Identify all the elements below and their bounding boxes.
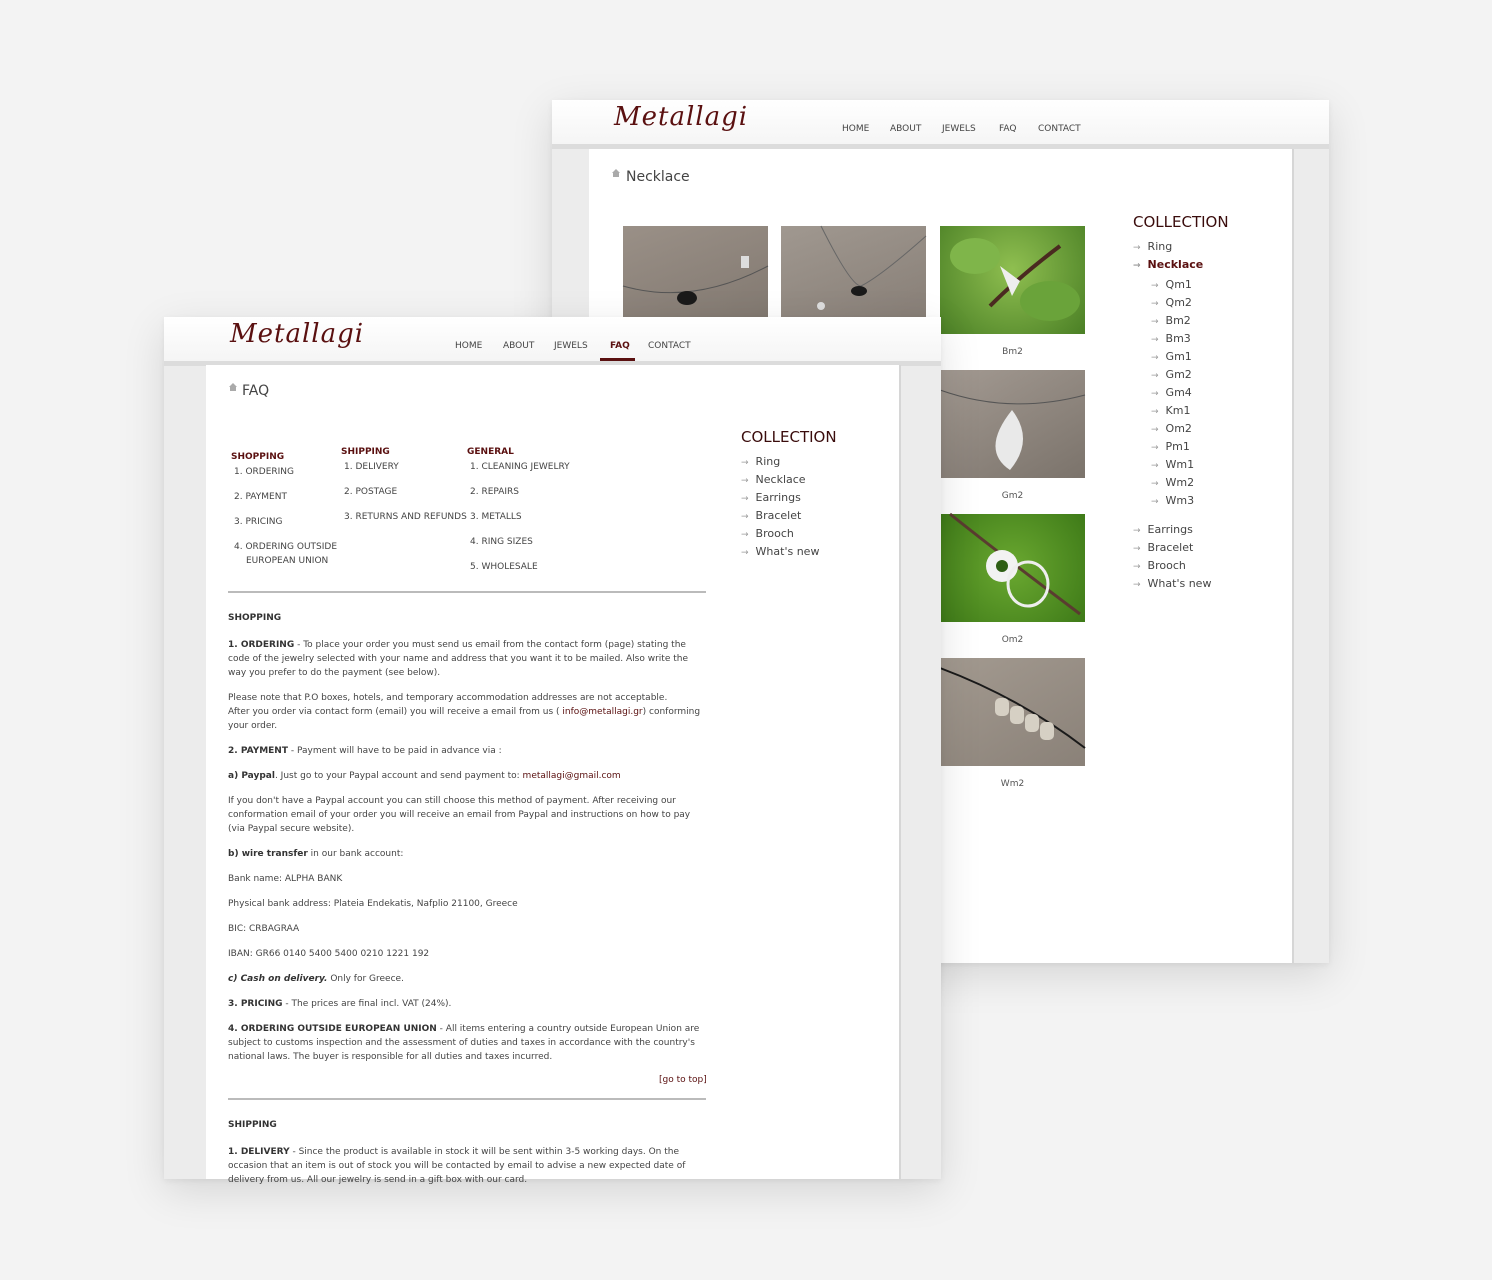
- divider: [228, 591, 706, 593]
- arrow-icon: →: [741, 512, 749, 522]
- arrow-icon: →: [1151, 317, 1159, 327]
- section-title-shopping: SHOPPING: [228, 613, 282, 623]
- faq-link-pricing[interactable]: 3. PRICING: [234, 517, 283, 527]
- faq-col-general-title: GENERAL: [467, 447, 514, 457]
- arrow-icon: →: [1133, 261, 1141, 271]
- nav-home[interactable]: HOME: [842, 124, 870, 134]
- subitem-wm3[interactable]: → Wm3: [1151, 494, 1195, 507]
- subitem-wm2[interactable]: → Wm2: [1151, 476, 1195, 489]
- home-icon[interactable]: [612, 169, 620, 173]
- active-nav-indicator: [600, 358, 635, 361]
- paragraph-payment: 2. PAYMENT - Payment will have to be paid in advance via :: [228, 746, 502, 756]
- nav-contact[interactable]: CONTACT: [648, 341, 691, 351]
- go-to-top-link[interactable]: [go to top]: [659, 1075, 707, 1085]
- subitem-om2[interactable]: → Om2: [1151, 422, 1192, 435]
- arrow-icon: →: [1133, 562, 1141, 572]
- arrow-icon: →: [1151, 353, 1159, 363]
- section-title-shipping: SHIPPING: [228, 1120, 277, 1130]
- arrow-icon: →: [1151, 335, 1159, 345]
- faq-link-ring-sizes[interactable]: 4. RING SIZES: [470, 537, 533, 547]
- necklace-photo: [940, 226, 1085, 334]
- faq-col-shopping-title: SHOPPING: [231, 452, 285, 462]
- subitem-km1[interactable]: → Km1: [1151, 404, 1191, 417]
- faq-link-metalls[interactable]: 3. METALLS: [470, 512, 522, 522]
- collection-item-bracelet[interactable]: → Bracelet: [1133, 541, 1194, 554]
- arrow-icon: →: [741, 476, 749, 486]
- thumb-caption: Gm2: [1001, 491, 1024, 501]
- faq-link-payment[interactable]: 2. PAYMENT: [234, 492, 287, 502]
- subitem-qm1[interactable]: → Qm1: [1151, 278, 1192, 291]
- arrow-icon: →: [741, 458, 749, 468]
- bank-iban: IBAN: GR66 0140 5400 5400 0210 1221 192: [228, 949, 430, 959]
- faq-link-ordering-outside[interactable]: 4. ORDERING OUTSIDE: [234, 542, 338, 552]
- site-logo[interactable]: Metallagi: [230, 319, 365, 349]
- paragraph-note: Please note that P.O boxes, hotels, and temporary accommodation addresses are not acceptable. After you order via contact form (email) you will receive a email from us ( info@metallagi.gr) conforming your order.: [228, 693, 701, 731]
- necklace-photo: [940, 658, 1085, 766]
- faq-link-cleaning[interactable]: 1. CLEANING JEWELRY: [470, 462, 570, 472]
- arrow-icon: →: [1133, 580, 1141, 590]
- header: [164, 317, 941, 366]
- paragraph-delivery: 1. DELIVERY - Since the product is available in stock it will be sent within 3-5 working days. On the occasion that an item is out of stock you will be contacted by email to advise a new expected date of delivery from us. All our jewelry is send in a gift box with our card.: [228, 1147, 686, 1185]
- collection-item-brooch[interactable]: → Brooch: [741, 527, 794, 540]
- necklace-photo: [940, 514, 1085, 622]
- nav-about[interactable]: ABOUT: [890, 124, 922, 134]
- arrow-icon: →: [1151, 299, 1159, 309]
- collection-item-earrings[interactable]: → Earrings: [741, 491, 801, 504]
- collection-item-whats-new[interactable]: → What's new: [1133, 577, 1212, 590]
- home-icon[interactable]: [229, 383, 237, 387]
- subitem-qm2[interactable]: → Qm2: [1151, 296, 1192, 309]
- nav-jewels[interactable]: JEWELS: [554, 341, 588, 351]
- nav-home[interactable]: HOME: [455, 341, 483, 351]
- nav-contact[interactable]: CONTACT: [1038, 124, 1081, 134]
- subitem-bm2[interactable]: → Bm2: [1151, 314, 1191, 327]
- nav-about[interactable]: ABOUT: [503, 341, 535, 351]
- arrow-icon: →: [1151, 371, 1159, 381]
- page-title: FAQ: [242, 383, 270, 399]
- product-thumb-om2[interactable]: [940, 514, 1085, 622]
- arrow-icon: →: [1151, 461, 1159, 471]
- paragraph-paypal-info: If you don't have a Paypal account you can still choose this method of payment. After receiving our conformation email of your order you will receive an email from Paypal and instructions on how to pay (via Paypal secure website).: [228, 796, 691, 834]
- faq-link-delivery[interactable]: 1. DELIVERY: [344, 462, 399, 472]
- nav-faq[interactable]: FAQ: [610, 341, 630, 351]
- arrow-icon: →: [1151, 479, 1159, 489]
- paragraph-pricing: 3. PRICING - The prices are final incl. VAT (24%).: [228, 999, 452, 1009]
- email-link-info[interactable]: info@metallagi.gr: [562, 707, 643, 717]
- arrow-icon: →: [1133, 243, 1141, 253]
- bank-address: Physical bank address: Plateia Endekatis, Nafplio 21100, Greece: [228, 899, 518, 909]
- collection-item-ring[interactable]: → Ring: [1133, 240, 1173, 253]
- faq-col-shipping-title: SHIPPING: [341, 447, 390, 457]
- arrow-icon: →: [741, 548, 749, 558]
- collection-item-earrings[interactable]: → Earrings: [1133, 523, 1193, 536]
- nav-faq[interactable]: FAQ: [999, 124, 1017, 134]
- site-logo[interactable]: Metallagi: [614, 102, 749, 132]
- faq-window: [164, 317, 941, 1185]
- subitem-pm1[interactable]: → Pm1: [1151, 440, 1190, 453]
- faq-link-postage[interactable]: 2. POSTAGE: [344, 487, 398, 497]
- thumb-caption: Om2: [1001, 635, 1024, 645]
- arrow-icon: →: [741, 530, 749, 540]
- product-thumb-wm2[interactable]: [940, 658, 1085, 766]
- content-panel: [206, 365, 901, 1185]
- divider: [228, 1098, 706, 1100]
- page-title: Necklace: [626, 169, 690, 185]
- arrow-icon: →: [1133, 544, 1141, 554]
- bank-bic: BIC: CRBAGRAA: [228, 924, 300, 934]
- email-link-paypal[interactable]: metallagi@gmail.com: [522, 771, 621, 781]
- collection-title: COLLECTION: [741, 428, 837, 446]
- subitem-gm2[interactable]: → Gm2: [1151, 368, 1192, 381]
- collection-item-necklace[interactable]: → Necklace: [741, 473, 806, 486]
- arrow-icon: →: [1151, 443, 1159, 453]
- collection-item-whats-new[interactable]: → What's new: [741, 545, 820, 558]
- subitem-wm1[interactable]: → Wm1: [1151, 458, 1195, 471]
- thumb-caption: Wm2: [1000, 779, 1025, 789]
- arrow-icon: →: [1151, 425, 1159, 435]
- paragraph-ordering: 1. ORDERING - To place your order you must send us email from the contact form (page) stating the code of the jewelry selected with your name and address that you want it to be mailed. Also write the way you prefer to do the payment (see below).: [228, 640, 688, 678]
- header: [552, 100, 1329, 149]
- bank-name: Bank name: ALPHA BANK: [228, 874, 343, 884]
- faq-link-returns[interactable]: 3. RETURNS AND REFUNDS: [344, 512, 467, 522]
- collection-title: COLLECTION: [1133, 213, 1229, 231]
- arrow-icon: →: [1151, 389, 1159, 399]
- collection-item-necklace[interactable]: → Necklace: [1133, 258, 1204, 271]
- paragraph-paypal: a) Paypal. Just go to your Paypal account and send payment to: metallagi@gmail.com: [228, 771, 621, 781]
- arrow-icon: →: [1151, 407, 1159, 417]
- paragraph-outside: 4. ORDERING OUTSIDE EUROPEAN UNION - All items entering a country outside European Union are subject to customs inspection and the assessment of duties and taxes in accordance with the country's national laws. The buyer is responsible for all duties and taxes incurred.: [228, 1024, 700, 1062]
- product-thumb-gm2[interactable]: [940, 370, 1085, 478]
- paragraph-cash: c) Cash on delivery. Only for Greece.: [228, 974, 404, 984]
- collection-item-bracelet[interactable]: → Bracelet: [741, 509, 802, 522]
- faq-link-ordering-outside-2[interactable]: EUROPEAN UNION: [246, 556, 329, 566]
- faq-link-wholesale[interactable]: 5. WHOLESALE: [470, 562, 538, 572]
- arrow-icon: →: [1151, 497, 1159, 507]
- subitem-gm4[interactable]: → Gm4: [1151, 386, 1192, 399]
- thumb-caption: Bm2: [1002, 347, 1023, 357]
- product-thumb-bm2[interactable]: [940, 226, 1085, 334]
- arrow-icon: →: [1151, 281, 1159, 291]
- paragraph-wire: b) wire transfer in our bank account:: [228, 849, 404, 859]
- collection-item-brooch[interactable]: → Brooch: [1133, 559, 1186, 572]
- necklace-photo: [940, 370, 1085, 478]
- subitem-bm3[interactable]: → Bm3: [1151, 332, 1191, 345]
- faq-link-repairs[interactable]: 2. REPAIRS: [470, 487, 520, 497]
- faq-link-ordering[interactable]: 1. ORDERING: [234, 467, 295, 477]
- arrow-icon: →: [1133, 526, 1141, 536]
- arrow-icon: →: [741, 494, 749, 504]
- nav-jewels[interactable]: JEWELS: [942, 124, 976, 134]
- collection-item-ring[interactable]: → Ring: [741, 455, 781, 468]
- subitem-gm1[interactable]: → Gm1: [1151, 350, 1192, 363]
